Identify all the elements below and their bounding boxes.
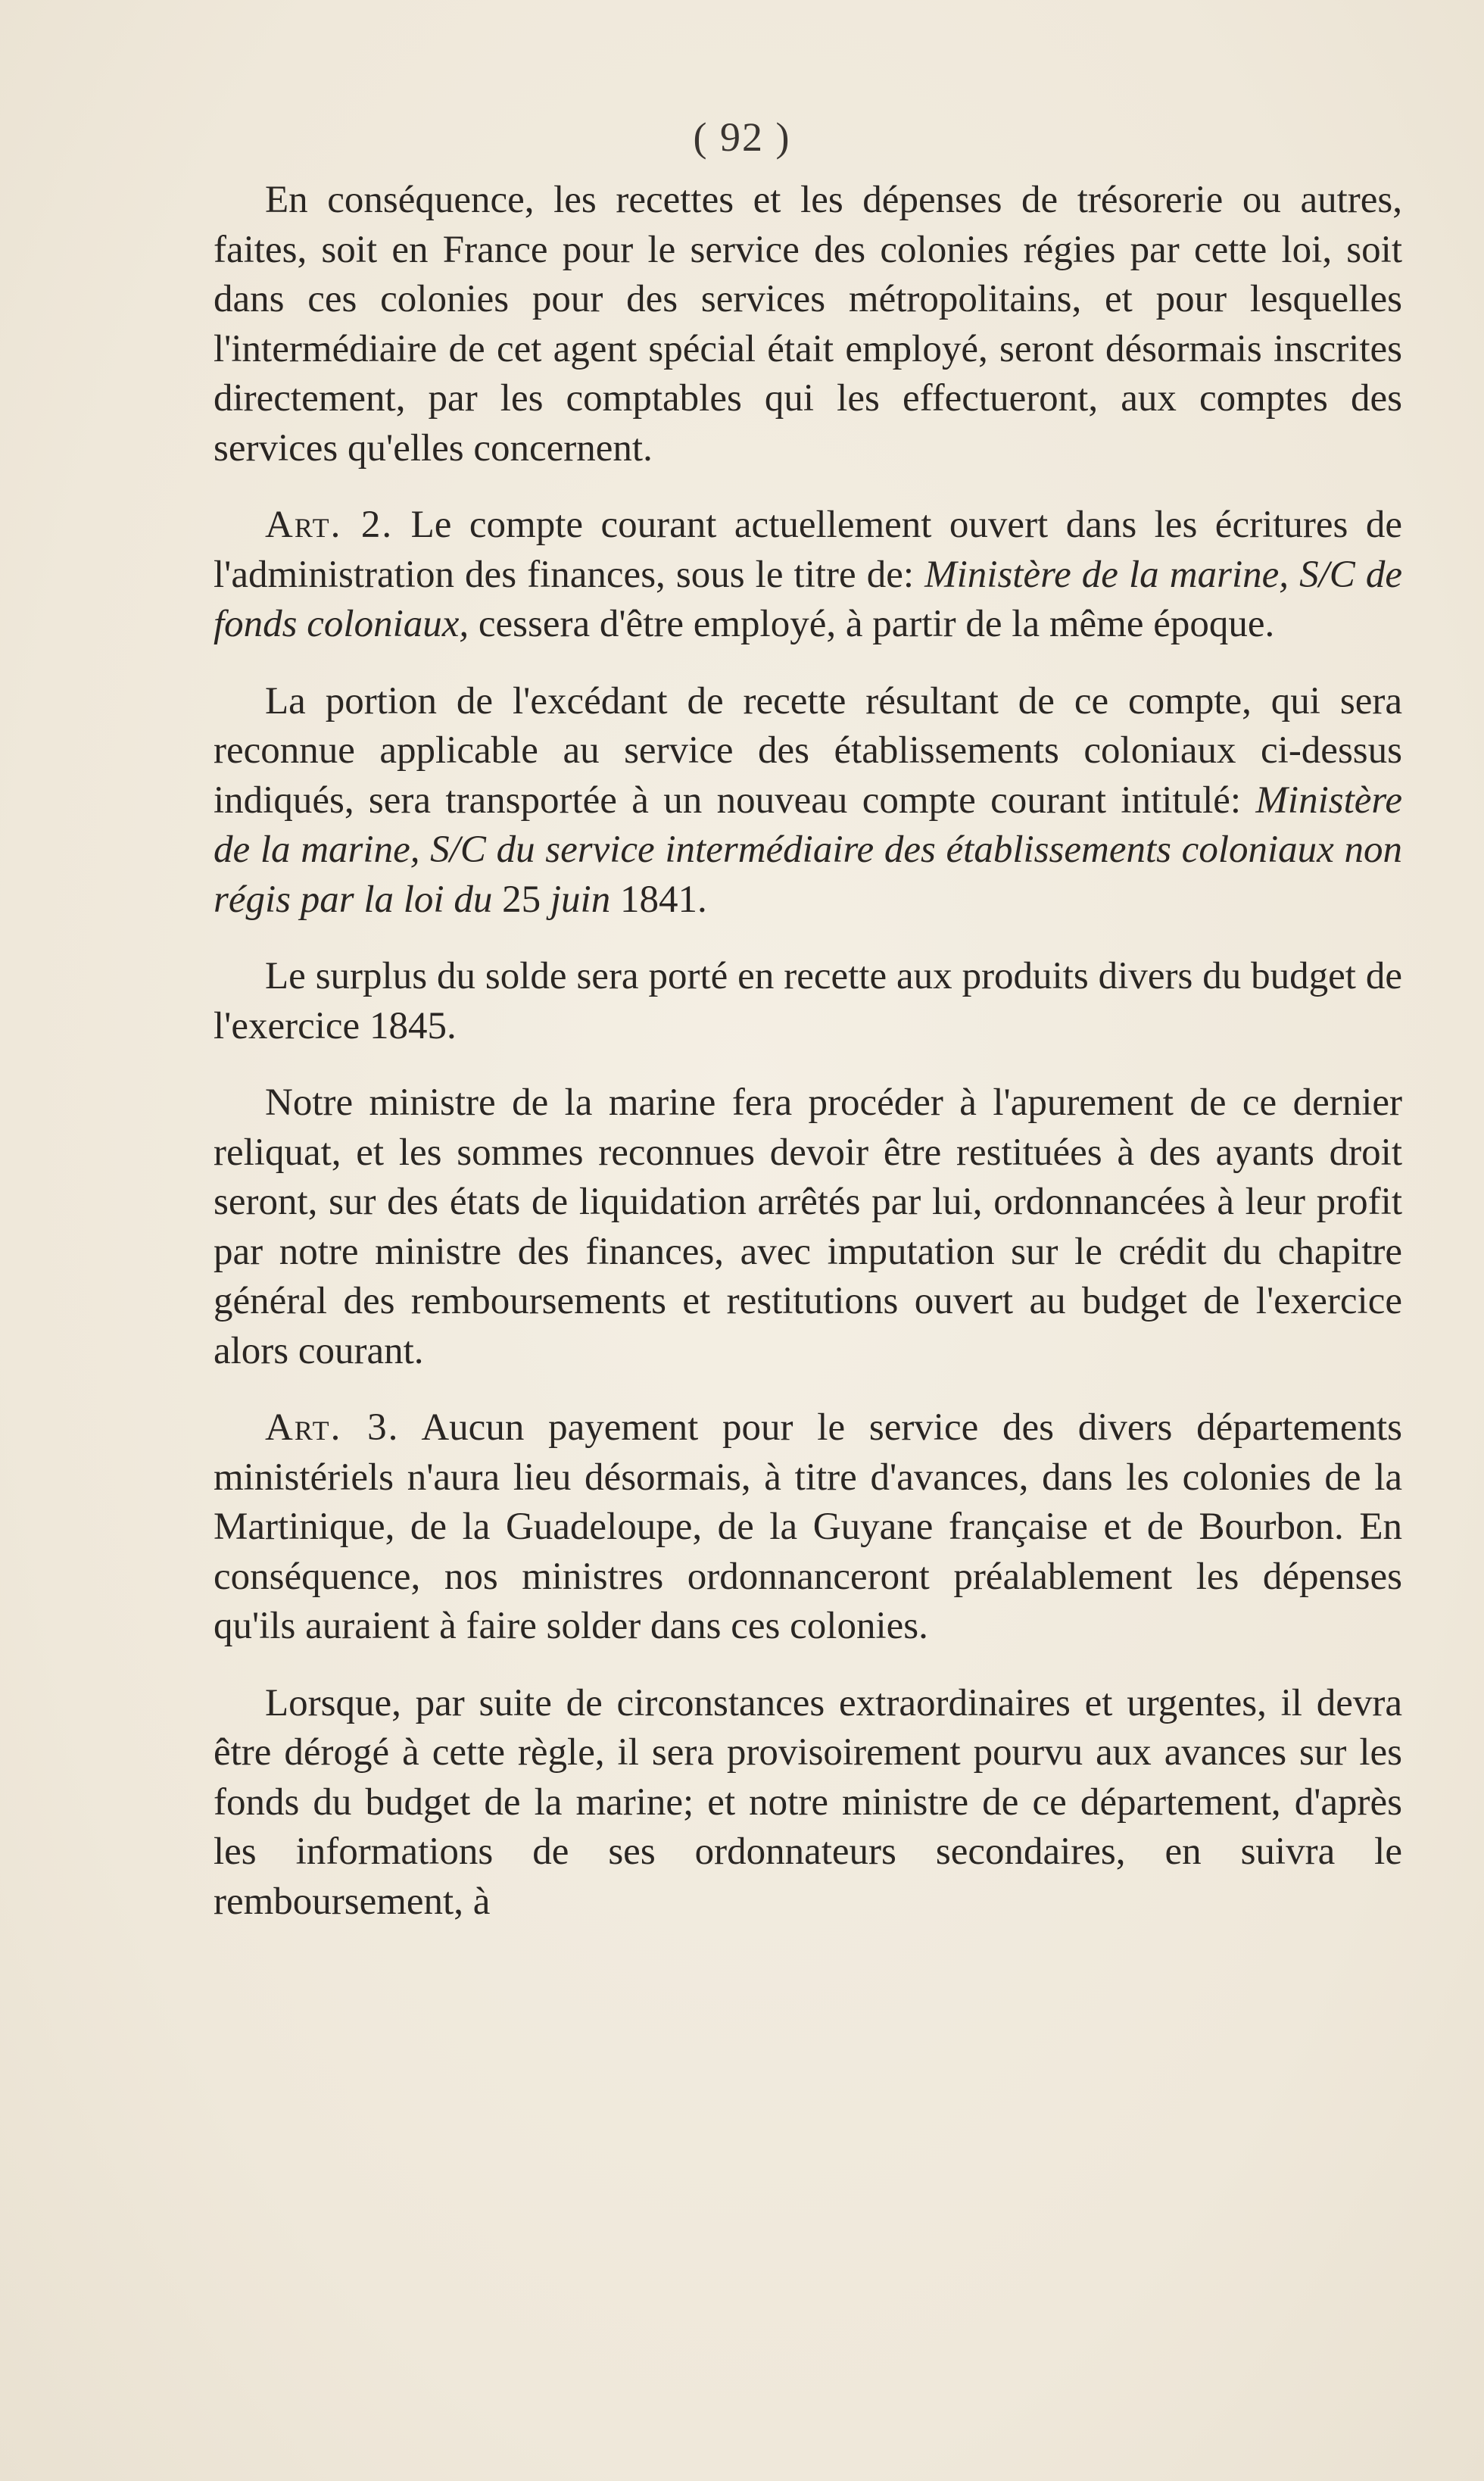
article-label: Art. 3. (265, 1406, 400, 1449)
paragraph-text: Lorsque, par suite de circonstances extraordinaires et urgentes, il devra être dérogé à cette règle, il sera provisoirement pourvu aux avances sur les fonds du budget de la marine; et notre ministre de ce département, d'après les informations de ses ordonnateurs secondaires, en suivra le remboursement, à (214, 1681, 1402, 1923)
paragraph-text: En conséquence, les recettes et les dépenses de trésorerie ou autres, faites, soit en France pour le service des colonies régies par cette loi, soit dans ces colonies pour des services métropolitains, et pour lesquelles l'intermédiaire de cet agent spécial était employé, seront désormais inscrites directement, par les comptables qui les effectueront, aux comptes des services qu'elles concernent. (214, 179, 1402, 470)
paragraph-text: cessera d'être employé, à partir de la même époque. (469, 603, 1275, 645)
paragraph-text: Le surplus du solde sera porté en recette aux produits divers du budget de l'exercice 1845. (214, 955, 1402, 1047)
paragraph-text: 25 (492, 878, 550, 921)
paragraph-text: Le compte courant actuellement ouvert dans les écritures de l'administration des finances, sous le titre de: (214, 504, 1402, 596)
article-label: Art. 2. (265, 504, 394, 546)
paragraph (214, 952, 1402, 1051)
paragraph (214, 677, 1402, 925)
italic-title: Ministère de la marine, S/C de fonds coloniaux, (214, 553, 1402, 645)
paragraph (214, 501, 1402, 650)
paragraph (214, 1403, 1402, 1652)
paragraph (214, 176, 1402, 473)
italic-title: Ministère de la marine, S/C du service intermédiaire des établissements coloniaux non régis par la loi du (214, 779, 1402, 921)
paragraph-text: Aucun payement pour le service des divers départements ministériels n'aura lieu désormais, à titre d'avances, dans les colonies de la Martinique, de la Guadeloupe, de la Guyane française et de Bourbon. En conséquence, nos ministres ordonnanceront préalablement les dépenses qu'ils auraient à faire solder dans ces colonies. (214, 1406, 1402, 1647)
text-column (214, 176, 1402, 1927)
paragraph-text: 1841. (610, 878, 707, 921)
paragraph (214, 1078, 1402, 1376)
page-number: ( 92 ) (693, 114, 791, 160)
italic-title: juin (550, 878, 611, 921)
paragraph (214, 1679, 1402, 1927)
paragraph-text: La portion de l'excédant de recette résultant de ce compte, qui sera reconnue applicable au service des établissements coloniaux ci-dessus indiqués, sera transportée à un nouveau compte courant intitulé: (214, 679, 1402, 822)
paragraph-text: Notre ministre de la marine fera procéder à l'apurement de ce dernier reliquat, et les sommes reconnues devoir être restituées à des ayants droit seront, sur des états de liquidation arrêtés par lui, ordonnancées à leur profit par notre ministre des finances, avec imputation sur le crédit du chapitre général des remboursements et restitutions ouvert au budget de l'exercice alors courant. (214, 1081, 1402, 1372)
